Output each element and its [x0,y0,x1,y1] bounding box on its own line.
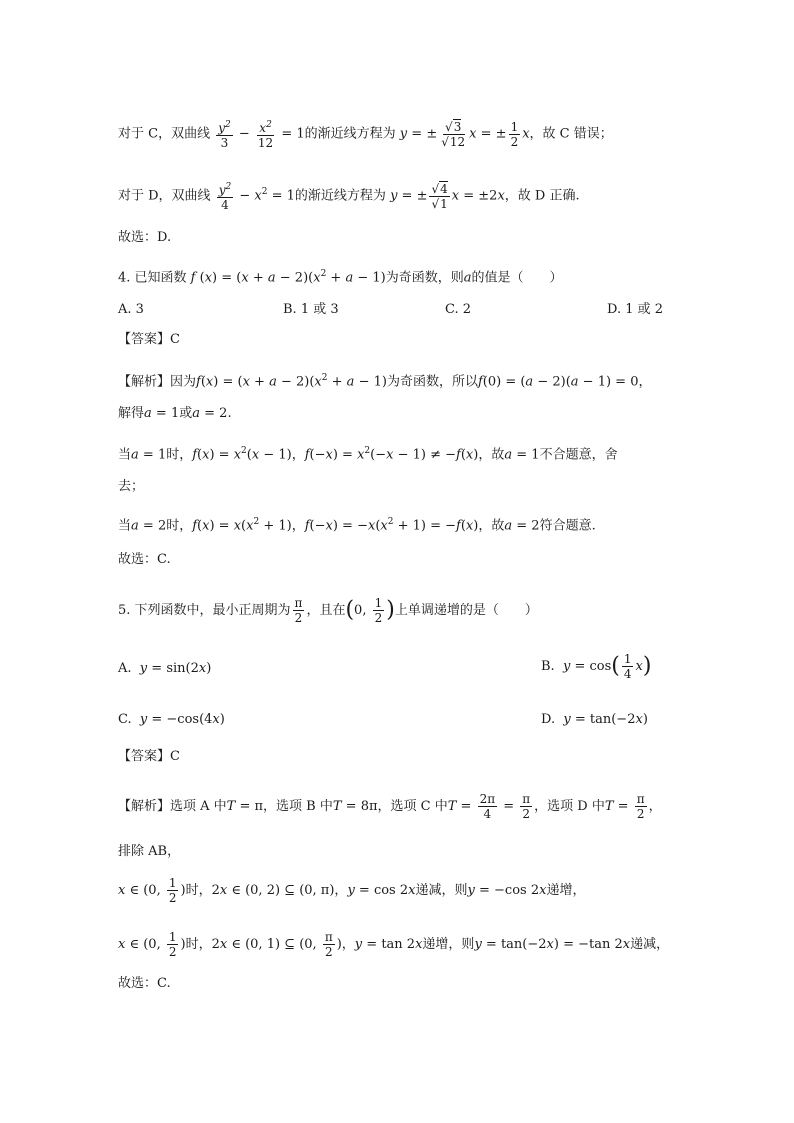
exp4-line3: 当a = 1时，$f(x) = x^2(x - 1)$，$f(-x) = x^2(-x - 1) \ne -f(x)$，故a = 1不合题意，舍 [118,446,618,463]
select-line-1: 故选：D. [118,230,172,245]
answer-5: 【答案】C [118,749,180,764]
text: 对于 C，双曲线 [118,126,211,142]
text: 的渐近线方程为 [294,188,386,204]
exp5-line4: x ∈ (0, $\frac{1}{2}$ )时，2x ∈ (0, 1) ⊆ (0, $\frac{\pi}{2}$ )，y = tan 2x递增，则y = tan(−2x) = −tan 2x递减， [118,930,670,959]
q4-option-b: B. 1 或 3 [283,302,339,317]
exp4-line1: 【解析】因为$f(x) = (x + a - 2)(x^2 + a - 1)$为奇函数，所以f(0) = (a − 2)(a − 1) = 0， [118,373,652,390]
answer-4: 【答案】C [118,332,180,347]
exp4-line4: 去； [118,479,145,494]
question-5: 5. 下列函数中，最小正周期为 $\frac{\pi}{2}$ ，且在(0, $\frac{1}{2}$ )上单调递增的是（ ） [118,596,538,625]
exp5-line3: x ∈ (0, $\frac{1}{2}$ )时，2x ∈ (0, 2) ⊆ (0, π)，y = cos 2x递减，则y = −cos 2x递增， [118,876,586,905]
exp5-line1: 【解析】选项 A 中T = π，选项 B 中T = 8π，选项 C 中T = $\frac{2\pi}{4}$ = $\frac{\pi}{2}$ ，选项 D 中T = $\frac{\pi}{2}$ ， [118,792,662,821]
text: 对于 D，双曲线 [118,188,211,204]
q4-option-d: D. 1 或 2 [607,302,664,317]
exp5-line2: 排除 AB， [118,844,181,859]
text: ，故 D 正确. [504,188,580,204]
q4-option-a: A. 3 [118,302,144,317]
question-4: 4. 已知函数 f $(x) = (x + a - 2)(x^2 + a - 1)$为奇函数，则a的值是（ ） [118,269,563,286]
q5-option-b: B. y = cos( $\frac{1}{4}$ x) [541,652,652,681]
q5-option-d: D. y = tan(−2x) [541,712,648,727]
line-option-c: 对于 C，双曲线 $\frac{y^2}{3}$ − $\frac{x^2}{12}$ = 1的渐近线方程为 y = ± $\frac{√3}{√12}$ x = ± $\frac{1}{2}$ x，故 C 错误； [118,119,613,150]
text: ，故 C 错误； [529,126,613,142]
q5-option-c: C. y = −cos(4x) [118,712,225,727]
line-option-d: 对于 D，双曲线 $\frac{y^2}{4}$ − $x^2 = 1$的渐近线方程为 y = ± $\frac{√4}{√1}$ x = ±2x，故 D 正确. [118,181,580,212]
q4-option-c: C. 2 [445,302,472,317]
exp4-line5: 当a = 2时，$f(x) = x(x^2 + 1)$，$f(-x) = -x(x^2 + 1) = -f(x)$，故a = 2符合题意. [118,517,596,534]
select-line-2: 故选：C. [118,552,171,567]
q5-option-a: A. y = sin(2x) [118,661,212,676]
text: 的渐近线方程为 [304,126,396,142]
exp4-line2: 解得a = 1或a = 2. [118,406,232,421]
select-line-3: 故选：C. [118,976,171,991]
